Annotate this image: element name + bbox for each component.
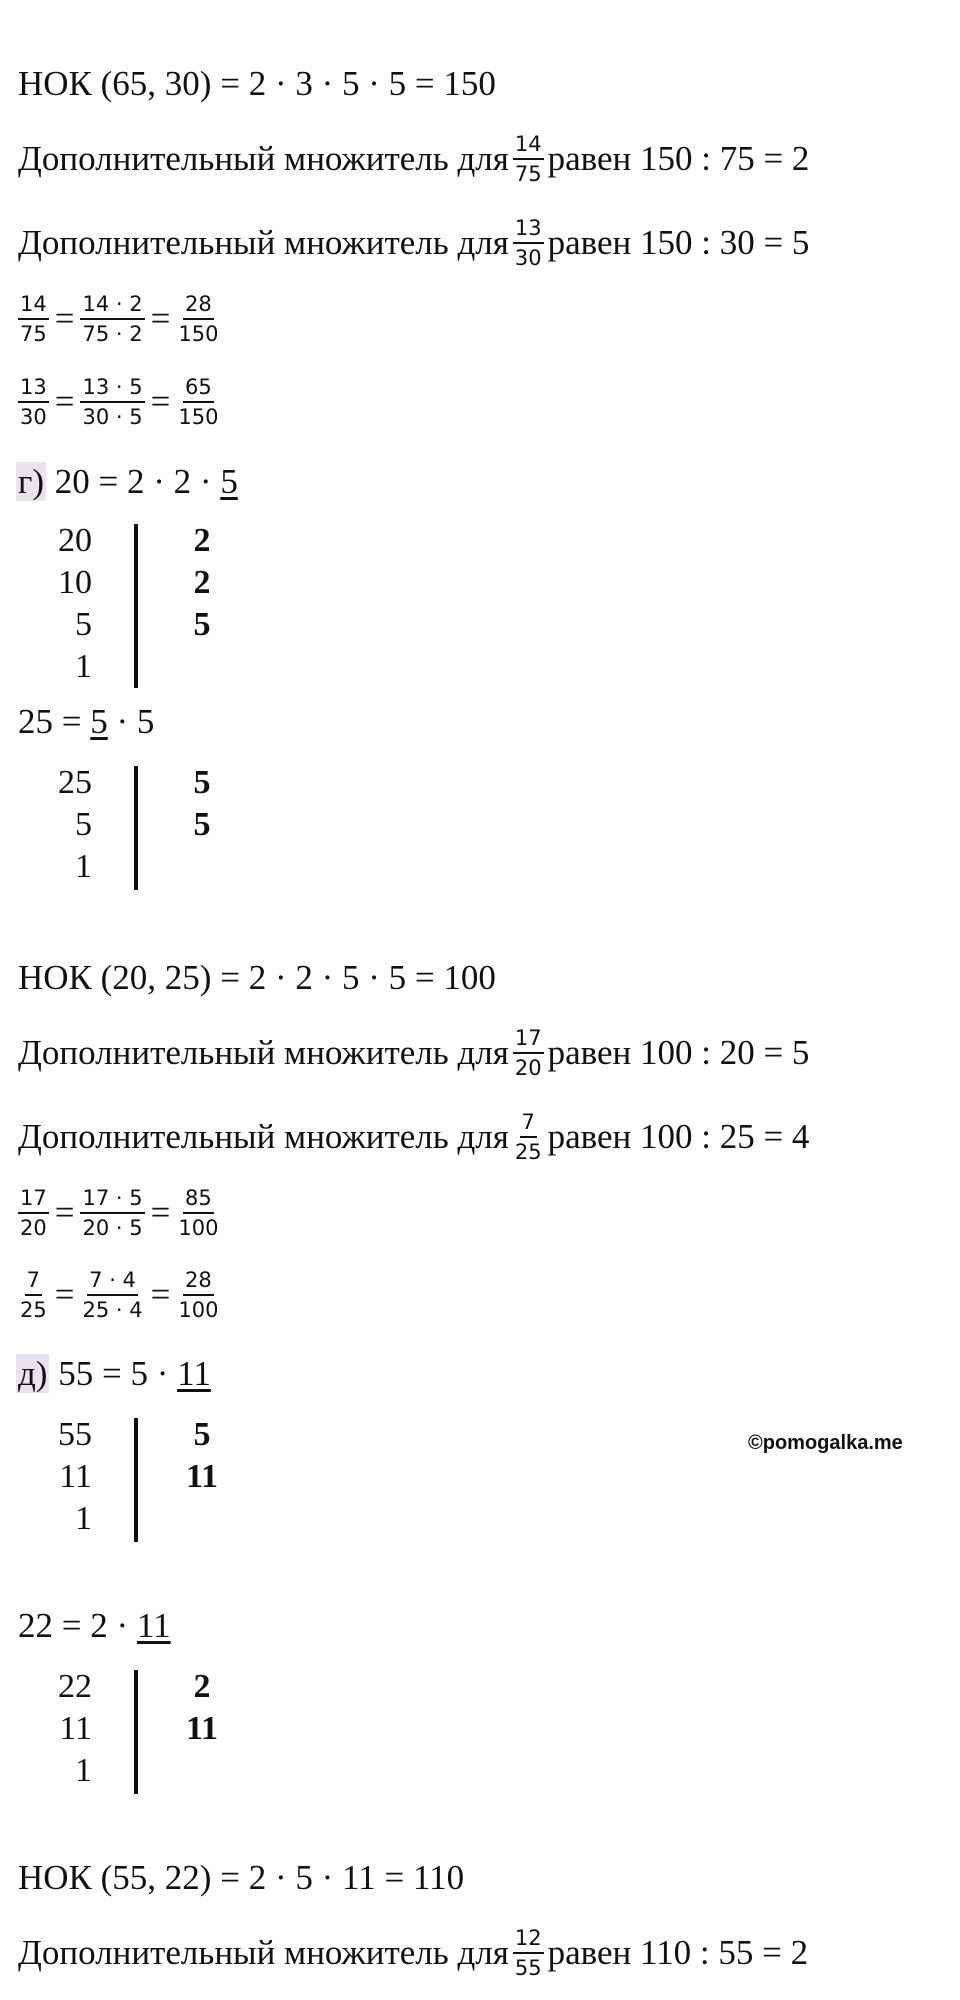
lcm-20-25: НОК (20, 25) = 2 · 2 · 5 · 5 = 100 — [18, 958, 496, 997]
fraction-b — [80, 1186, 144, 1240]
watermark: ©pomogalka.me — [748, 1432, 903, 1454]
numerator: 14 — [513, 132, 544, 160]
dividend: 55 — [58, 1416, 92, 1453]
equation-7-25 — [14, 1268, 224, 1322]
part-d-factorization-55: д) 55 = 5 · 11 — [18, 1354, 211, 1393]
fraction-c — [176, 375, 220, 429]
denominator: 20 · 5 — [82, 1216, 143, 1240]
fraction-c — [176, 1268, 220, 1322]
denominator: 150 — [178, 405, 219, 429]
fraction-a — [18, 1268, 49, 1322]
prime-factor: 2 — [193, 564, 211, 601]
denominator: 150 — [178, 322, 219, 346]
factor-table-20 — [0, 520, 230, 690]
equation-14-75 — [14, 292, 224, 346]
denominator: 30 · 5 — [82, 405, 143, 429]
factorization-22: 22 = 2 · 11 — [18, 1606, 171, 1645]
factor-table-25 — [0, 762, 230, 892]
multiplier-suffix: равен 100 : 20 = 5 — [547, 1033, 810, 1072]
equals-sign: = — [54, 382, 75, 421]
prime-factor: 5 — [193, 1416, 211, 1453]
fraction-b — [80, 1268, 144, 1322]
dividend: 20 — [58, 522, 92, 559]
equation-13-30 — [14, 375, 224, 429]
divider-line — [134, 766, 138, 890]
multiplier-line-14-75 — [18, 132, 809, 186]
multiplier-suffix: равен 110 : 55 = 2 — [547, 1933, 809, 1972]
underlined-factor: 5 — [220, 462, 238, 501]
numerator: 65 — [183, 375, 214, 403]
multiplier-suffix: равен 100 : 25 = 4 — [547, 1117, 810, 1156]
fraction-7-25 — [513, 1110, 544, 1164]
dividend: 11 — [59, 1458, 92, 1495]
equals-sign: = — [54, 1193, 75, 1232]
denominator: 55 — [514, 1956, 542, 1980]
divider-line — [134, 524, 138, 688]
numerator: 14 — [18, 292, 49, 320]
dividend: 1 — [75, 1752, 92, 1789]
equation-17-20 — [14, 1186, 224, 1240]
underlined-factor: 11 — [177, 1354, 211, 1393]
fraction-a — [18, 1186, 49, 1240]
fraction-c — [176, 1186, 220, 1240]
equals-sign: = — [150, 1193, 171, 1232]
equals-sign: = — [150, 299, 171, 338]
dividend: 1 — [75, 848, 92, 885]
fraction-c — [176, 292, 220, 346]
prime-factor: 11 — [185, 1710, 219, 1747]
numerator: 17 — [18, 1186, 49, 1214]
lcm-65-30: НОК (65, 30) = 2 · 3 · 5 · 5 = 150 — [18, 64, 496, 103]
fraction-14-75 — [513, 132, 544, 186]
dividend: 5 — [75, 606, 92, 643]
numerator: 28 — [183, 1268, 214, 1296]
multiplier-prefix: Дополнительный множитель для — [18, 139, 509, 178]
numerator: 7 · 4 — [87, 1268, 138, 1296]
denominator: 25 — [20, 1298, 47, 1322]
denominator: 75 — [514, 162, 542, 186]
denominator: 20 — [20, 1216, 47, 1240]
fraction-13-30 — [513, 216, 544, 270]
multiplier-line-13-30 — [18, 216, 809, 270]
part-letter-d: д) — [18, 1354, 48, 1393]
factor-table-22 — [0, 1666, 230, 1796]
dividend: 11 — [59, 1710, 92, 1747]
denominator: 75 — [20, 322, 47, 346]
numerator: 17 · 5 — [80, 1186, 144, 1214]
denominator: 30 — [20, 405, 47, 429]
divider-line — [134, 1670, 138, 1794]
multiplier-suffix: равен 150 : 30 = 5 — [547, 223, 810, 262]
multiplier-suffix: равен 150 : 75 = 2 — [547, 139, 810, 178]
multiplier-prefix: Дополнительный множитель для — [18, 1033, 509, 1072]
equals-sign: = — [54, 299, 75, 338]
fraction-12-55 — [513, 1926, 544, 1980]
numerator: 13 — [18, 375, 49, 403]
dividend: 5 — [75, 806, 92, 843]
numerator: 14 · 2 — [80, 292, 144, 320]
denominator: 30 — [514, 246, 542, 270]
denominator: 100 — [178, 1216, 219, 1240]
numerator: 12 — [513, 1926, 544, 1954]
numerator: 7 — [520, 1110, 537, 1138]
factor-table-55 — [0, 1414, 230, 1544]
multiplier-line-7-25 — [18, 1110, 809, 1164]
denominator: 20 — [514, 1056, 542, 1080]
numerator: 13 — [513, 216, 544, 244]
factorization-25: 25 = 5 · 5 — [18, 702, 155, 741]
part-letter-g: г) — [18, 462, 45, 501]
equals-sign: = — [54, 1275, 75, 1314]
prime-factor: 2 — [193, 522, 211, 559]
denominator: 25 · 4 — [82, 1298, 143, 1322]
fraction-a — [18, 375, 49, 429]
numerator: 28 — [183, 292, 214, 320]
multiplier-prefix: Дополнительный множитель для — [18, 1117, 509, 1156]
fraction-a — [18, 292, 49, 346]
dividend: 10 — [58, 564, 92, 601]
multiplier-prefix: Дополнительный множитель для — [18, 1933, 509, 1972]
underlined-factor: 11 — [136, 1606, 171, 1645]
fraction-b — [80, 375, 144, 429]
denominator: 75 · 2 — [82, 322, 143, 346]
dividend: 1 — [75, 648, 92, 685]
multiplier-line-17-20 — [18, 1026, 809, 1080]
numerator: 17 — [513, 1026, 544, 1054]
prime-factor: 5 — [193, 606, 211, 643]
dividend: 22 — [58, 1668, 92, 1705]
fraction-17-20 — [513, 1026, 544, 1080]
underlined-factor: 5 — [90, 702, 108, 741]
prime-factor: 11 — [185, 1458, 219, 1495]
prime-factor: 2 — [193, 1668, 211, 1705]
lcm-55-22: НОК (55, 22) = 2 · 5 · 11 = 110 — [18, 1858, 465, 1897]
numerator: 7 — [25, 1268, 42, 1296]
prime-factor: 5 — [193, 806, 211, 843]
multiplier-prefix: Дополнительный множитель для — [18, 223, 509, 262]
equals-sign: = — [150, 1275, 171, 1314]
dividend: 25 — [58, 764, 92, 801]
numerator: 13 · 5 — [80, 375, 144, 403]
denominator: 25 — [514, 1140, 542, 1164]
prime-factor: 5 — [193, 764, 211, 801]
numerator: 85 — [183, 1186, 214, 1214]
divider-line — [134, 1418, 138, 1542]
denominator: 100 — [178, 1298, 219, 1322]
dividend: 1 — [75, 1500, 92, 1537]
multiplier-line-12-55 — [18, 1926, 808, 1980]
fraction-b — [80, 292, 144, 346]
equals-sign: = — [150, 382, 171, 421]
part-g-factorization-20: г) 20 = 2 · 2 · 5 — [18, 462, 238, 501]
